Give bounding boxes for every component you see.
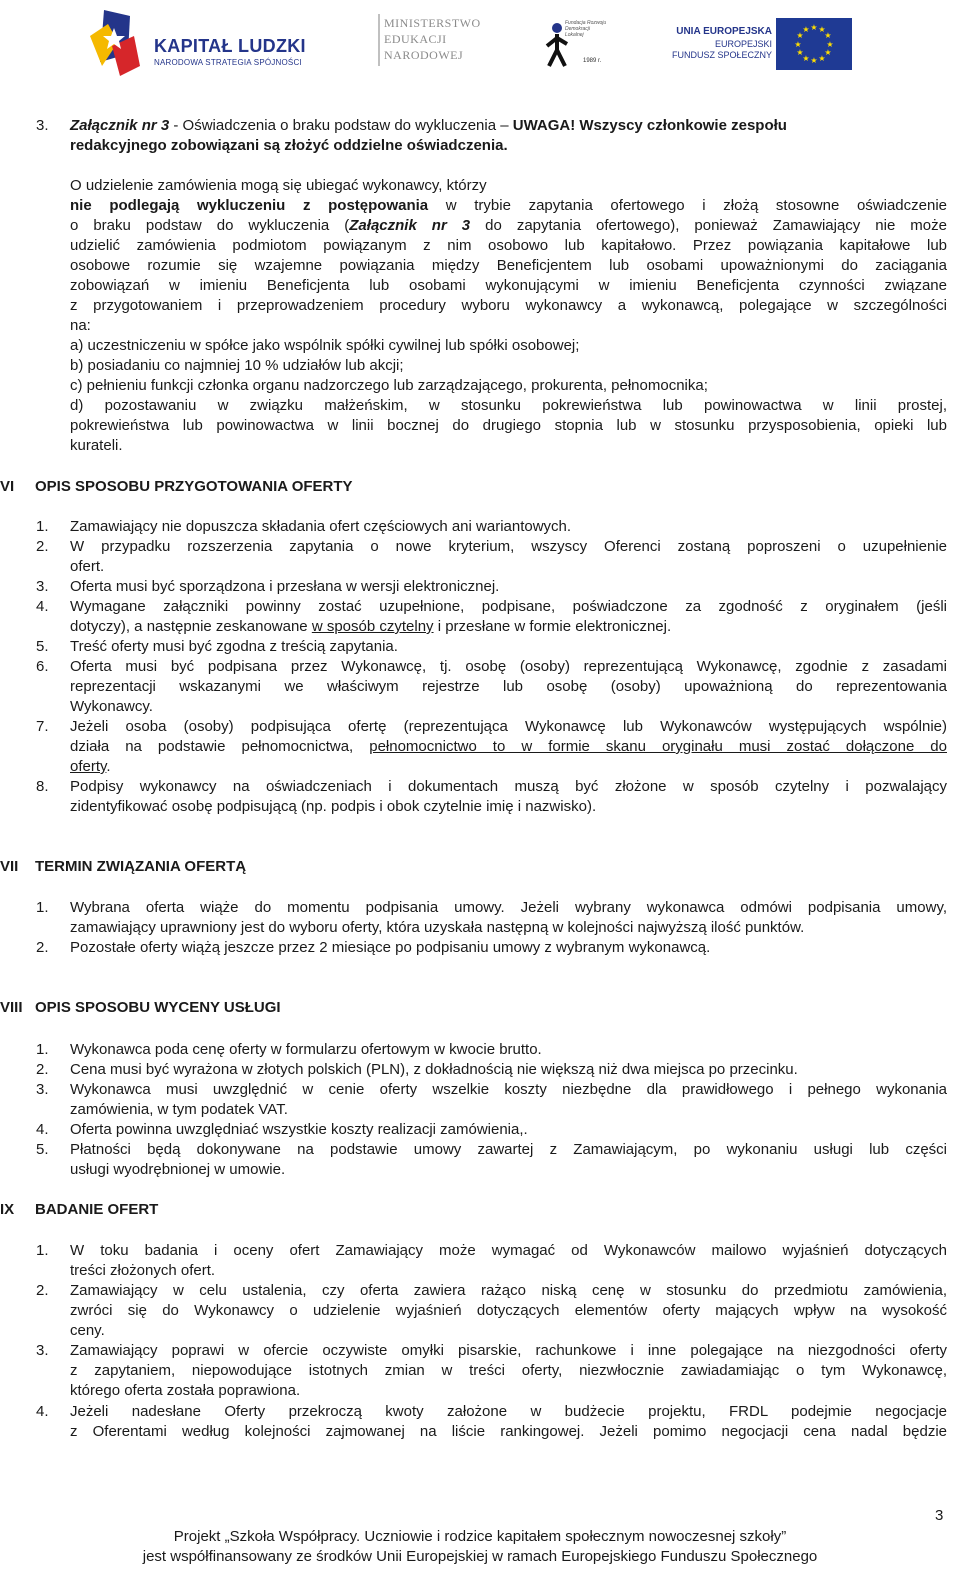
list-item bbox=[70, 737, 947, 757]
svg-text:★: ★ bbox=[810, 23, 818, 32]
text-span: o braku podstaw do wykluczenia ( bbox=[70, 217, 350, 234]
kapital-ludzki-subtitle: NARODOWA STRATEGIA SPÓJNOŚCI bbox=[154, 58, 302, 67]
list-item bbox=[70, 757, 111, 777]
item-number: 1. bbox=[36, 1242, 49, 1259]
item-number: 1. bbox=[36, 518, 49, 535]
list-item: W toku badania i oceny ofert Zamawiający może wymagać od Wykonawców mailowo wyjaśnień dotyczących bbox=[70, 1242, 947, 1259]
paragraph-line bbox=[70, 216, 947, 236]
list-item: Wykonawca poda cenę oferty w formularzu ofertowym w kwocie brutto. bbox=[70, 1041, 542, 1058]
svg-text:★: ★ bbox=[818, 25, 826, 34]
list-item: ofert. bbox=[70, 558, 105, 575]
section-number: IX bbox=[0, 1201, 15, 1218]
list-item: z zapytaniem, niepowodujące istotnych zmian w treści oferty, niezwłocznie zawiadamiając o tym Wykonawcę, bbox=[70, 1362, 947, 1379]
item-number: 2. bbox=[36, 939, 49, 956]
text-span: działa na podstawie pełnomocnictwa, bbox=[70, 738, 370, 755]
text-span: do zapytania ofertowego), ponieważ Zamawiający nie może bbox=[470, 217, 947, 234]
logo-bar bbox=[0, 0, 960, 90]
list-item: Cena musi być wyrażona w złotych polskich (PLN), z dokładnością nie większą niż dwa miejsca po przecinku. bbox=[70, 1061, 798, 1078]
svg-text:★: ★ bbox=[826, 40, 834, 49]
item-number: 3. bbox=[36, 578, 49, 595]
section-number: VI bbox=[0, 478, 15, 495]
list-item: Jeżeli osoba (osoby) podpisująca ofertę (reprezentująca Wykonawcę lub Wykonawców występujących wspólnie) bbox=[70, 718, 947, 735]
item-number: 3. bbox=[36, 117, 49, 134]
item-number: 3. bbox=[36, 1342, 49, 1359]
section-title: TERMIN ZWIĄZANIA OFERTĄ bbox=[35, 858, 247, 875]
item-number: 6. bbox=[36, 658, 49, 675]
item-number: 1. bbox=[36, 1041, 49, 1058]
attachment-ref: Załącznik nr 3 bbox=[349, 217, 471, 234]
men-line-3: NARODOWEJ bbox=[384, 48, 464, 62]
svg-text:★: ★ bbox=[818, 54, 826, 63]
item-number: 3. bbox=[36, 1081, 49, 1098]
list-item: Wybrana oferta wiąże do momentu podpisania umowy. Jeżeli wybrany wykonawca odmówi podpisania umowy, bbox=[70, 899, 947, 916]
svg-text:★: ★ bbox=[794, 40, 802, 49]
list-item: a) uczestniczeniu w spółce jako wspólnik spółki cywilnej lub spółki osobowej; bbox=[70, 337, 580, 354]
list-item: kurateli. bbox=[70, 437, 123, 454]
list-item: Zamawiający w celu ustalenia, czy oferta zawiera rażąco niską cenę w stosunku do przedmiotu zamówienia, bbox=[70, 1282, 947, 1299]
svg-text:★: ★ bbox=[810, 56, 818, 65]
list-item: Zamawiający nie dopuszcza składania ofert częściowych ani wariantowych. bbox=[70, 518, 572, 535]
eu-line-3: FUNDUSZ SPOŁECZNY bbox=[671, 50, 772, 60]
text-span: w trybie zapytania ofertowego i złożą stosowne oświadczenie bbox=[428, 197, 947, 214]
list-item: Wykonawcy. bbox=[70, 698, 153, 715]
bold-phrase: nie podlegają wykluczeniu z postępowania bbox=[70, 197, 429, 214]
text-span: dotyczy), a następnie zeskanowane bbox=[70, 618, 312, 635]
item-number: 2. bbox=[36, 1282, 49, 1299]
paragraph-line: O udzielenie zamówienia mogą się ubiegać wykonawcy, którzy bbox=[70, 177, 487, 194]
attachment-3-desc: - Oświadczenia o braku podstaw do wykluczenia – bbox=[169, 117, 513, 134]
attachment-3-line bbox=[70, 116, 787, 136]
paragraph-line: osobowe rozumie się wzajemne powiązania między Beneficjentem lub osobami upoważnionymi do zaciągania bbox=[70, 257, 947, 274]
underlined-phrase: pełnomocnictwo to w formie skanu oryginału musi zostać dołączone do bbox=[369, 738, 947, 755]
footer-line-1: Projekt „Szkoła Współpracy. Uczniowie i rodzice kapitałem społecznym nowoczesnej szkoły” bbox=[173, 1528, 787, 1545]
warning-text-2: redakcyjnego zobowiązani są złożyć oddzielne oświadczenia. bbox=[70, 137, 508, 154]
list-item: Jeżeli nadesłane Oferty przekroczą kwoty założone w budżecie projektu, FRDL podejmie negocjacje bbox=[70, 1403, 947, 1420]
svg-text:★: ★ bbox=[802, 54, 810, 63]
item-number: 1. bbox=[36, 899, 49, 916]
paragraph-line: zobowiązań w imieniu Beneficjenta lub osobami wykonującymi w imieniu Beneficjenta czynności związane bbox=[70, 277, 947, 294]
attachment-3-ref: Załącznik nr 3 bbox=[70, 117, 170, 134]
list-item: zamawiający uprawniony jest do wyboru oferty, która uzyskała następną w kolejności najwyższą ilość punktów. bbox=[70, 919, 805, 936]
eu-line-2: EUROPEJSKI bbox=[714, 39, 772, 49]
list-item: Wykonawca musi uwzględnić w cenie oferty wszelkie koszty niezbędne dla prawidłowego i pełnego wykonania bbox=[70, 1081, 947, 1098]
men-bar-icon bbox=[378, 14, 382, 66]
eu-flag-icon bbox=[776, 18, 852, 70]
list-item: c) pełnieniu funkcji członka organu nadzorczego lub zarządzającego, prokurenta, pełnomocnika; bbox=[70, 377, 708, 394]
item-number: 4. bbox=[36, 1403, 49, 1420]
list-item: Treść oferty musi być zgodna z treścią zapytania. bbox=[70, 638, 398, 655]
list-item: z Oferentami według kolejności zajmowanej na liście rankingowej. Jeżeli pomimo negocjacji cena nadal będzie bbox=[70, 1423, 947, 1440]
underlined-phrase: w sposób czytelny bbox=[311, 618, 434, 635]
eu-logo bbox=[672, 12, 852, 72]
text-span: . bbox=[106, 758, 111, 775]
list-item: treści złożonych ofert. bbox=[70, 1262, 216, 1279]
svg-text:★: ★ bbox=[802, 25, 810, 34]
list-item: Oferta powinna uwzględniać wszystkie koszty realizacji zamówienia,. bbox=[70, 1121, 528, 1138]
paragraph-line bbox=[70, 196, 947, 216]
list-item: którego oferta została poprawiona. bbox=[70, 1382, 301, 1399]
svg-text:★: ★ bbox=[824, 48, 832, 57]
warning-text: UWAGA! Wszyscy członkowie zespołu bbox=[512, 117, 787, 134]
item-number: 5. bbox=[36, 638, 49, 655]
item-number: 7. bbox=[36, 718, 49, 735]
list-item: usługi wyodrębnionej w umowie. bbox=[70, 1161, 286, 1178]
list-item: d) pozostawaniu w związku małżeńskim, w stosunku pokrewieństwa lub powinowactwa w linii prostej, bbox=[70, 397, 947, 414]
list-item: Oferta musi być sporządzona i przesłana w wersji elektronicznej. bbox=[70, 578, 500, 595]
list-item: Oferta musi być podpisana przez Wykonawcę, tj. osobę (osoby) reprezentującą Wykonawcę, zgodnie z zasadami bbox=[70, 658, 947, 675]
list-item: ceny. bbox=[70, 1322, 105, 1339]
paragraph-line: udzielić zamówienia podmiotom powiązanym z nim osobowo lub kapitałowo. Przez powiązania kapitałowe lub bbox=[70, 237, 947, 254]
ministerstwo-logo bbox=[378, 14, 488, 74]
list-item: pokrewieństwa lub powinowactwa w linii bocznej do drugiego stopnia lub w stosunku przysposobienia, opieki lub bbox=[70, 417, 947, 434]
section-title: BADANIE OFERT bbox=[35, 1201, 159, 1218]
svg-text:★: ★ bbox=[796, 48, 804, 57]
item-number: 2. bbox=[36, 1061, 49, 1078]
item-number: 4. bbox=[36, 1121, 49, 1138]
men-line-1: MINISTERSTWO bbox=[384, 16, 481, 30]
paragraph-line: na: bbox=[70, 317, 91, 334]
list-item: zwróci się do Wykonawcy o udzielenie wyjaśnień dotyczących elementów oferty mających wpływ na wysokość bbox=[70, 1302, 947, 1319]
men-line-2: EDUKACJI bbox=[384, 32, 447, 46]
kapital-ludzki-title: KAPITAŁ LUDZKI bbox=[154, 36, 306, 56]
item-number: 8. bbox=[36, 778, 49, 795]
list-item: reprezentacji wskazanymi we właściwym rejestrze lub osobę (osoby) upoważnioną do reprezentowania bbox=[70, 678, 947, 695]
kapital-ludzki-logo bbox=[90, 6, 320, 78]
list-item bbox=[70, 617, 671, 637]
underlined-phrase: oferty bbox=[70, 758, 107, 775]
item-number: 2. bbox=[36, 538, 49, 555]
section-number: VIII bbox=[0, 999, 23, 1016]
section-title: OPIS SPOSOBU WYCENY USŁUGI bbox=[35, 999, 281, 1016]
svg-text:★: ★ bbox=[824, 31, 832, 40]
list-item: Płatności będą dokonywane na podstawie umowy zawartej z Zamawiającym, po wykonaniu usługi lub części bbox=[70, 1141, 947, 1158]
item-number: 4. bbox=[36, 598, 49, 615]
item-number: 5. bbox=[36, 1141, 49, 1158]
footer-line-2: jest współfinansowany ze środków Unii Europejskiej w ramach Europejskiego Funduszu Społecznego bbox=[142, 1548, 818, 1565]
list-item: Podpisy wykonawcy na oświadczeniach i dokumentach muszą być złożone w sposób czytelny i pozwalający bbox=[70, 778, 947, 795]
list-item: zamówienia, w tym podatek VAT. bbox=[70, 1101, 288, 1118]
frdl-name: Fundacja Rozwoju Demokracji Lokalnej bbox=[565, 20, 607, 38]
list-item: zidentyfikować osobę podpisującą (np. podpis i obok czytelnie imię i nazwisko). bbox=[70, 798, 597, 815]
frdl-year: 1989 r. bbox=[583, 58, 602, 64]
eu-line-1: UNIA EUROPEJSKA bbox=[676, 26, 772, 37]
list-item: b) posiadaniu co najmniej 10 % udziałów lub akcji; bbox=[70, 357, 404, 374]
text-span: i przesłane w formie elektronicznej. bbox=[433, 618, 672, 635]
svg-text:★: ★ bbox=[796, 31, 804, 40]
list-item: Wymagane załączniki powinny zostać uzupełnione, podpisane, poświadczone za zgodność z oryginałem (jeśli bbox=[70, 598, 947, 615]
list-item: Zamawiający poprawi w ofercie oczywiste omyłki pisarskie, rachunkowe i inne polegające na niezgodności oferty bbox=[70, 1342, 947, 1359]
frdl-logo bbox=[545, 14, 607, 70]
kapital-ludzki-star-icon bbox=[90, 6, 142, 78]
paragraph-line: z przygotowaniem i przeprowadzeniem procedury wyboru wykonawcy a wykonawcą, polegające w szczególności bbox=[70, 297, 947, 314]
page-number: 3 bbox=[935, 1507, 944, 1524]
list-item: Pozostałe oferty wiążą jeszcze przez 2 miesiące po podpisaniu umowy z wybranym wykonawcą. bbox=[70, 939, 711, 956]
list-item: W przypadku rozszerzenia zapytania o nowe kryterium, wszyscy Oferenci zostaną poproszeni o uzupełnienie bbox=[70, 538, 947, 555]
section-number: VII bbox=[0, 858, 19, 875]
section-title: OPIS SPOSOBU PRZYGOTOWANIA OFERTY bbox=[35, 478, 353, 495]
